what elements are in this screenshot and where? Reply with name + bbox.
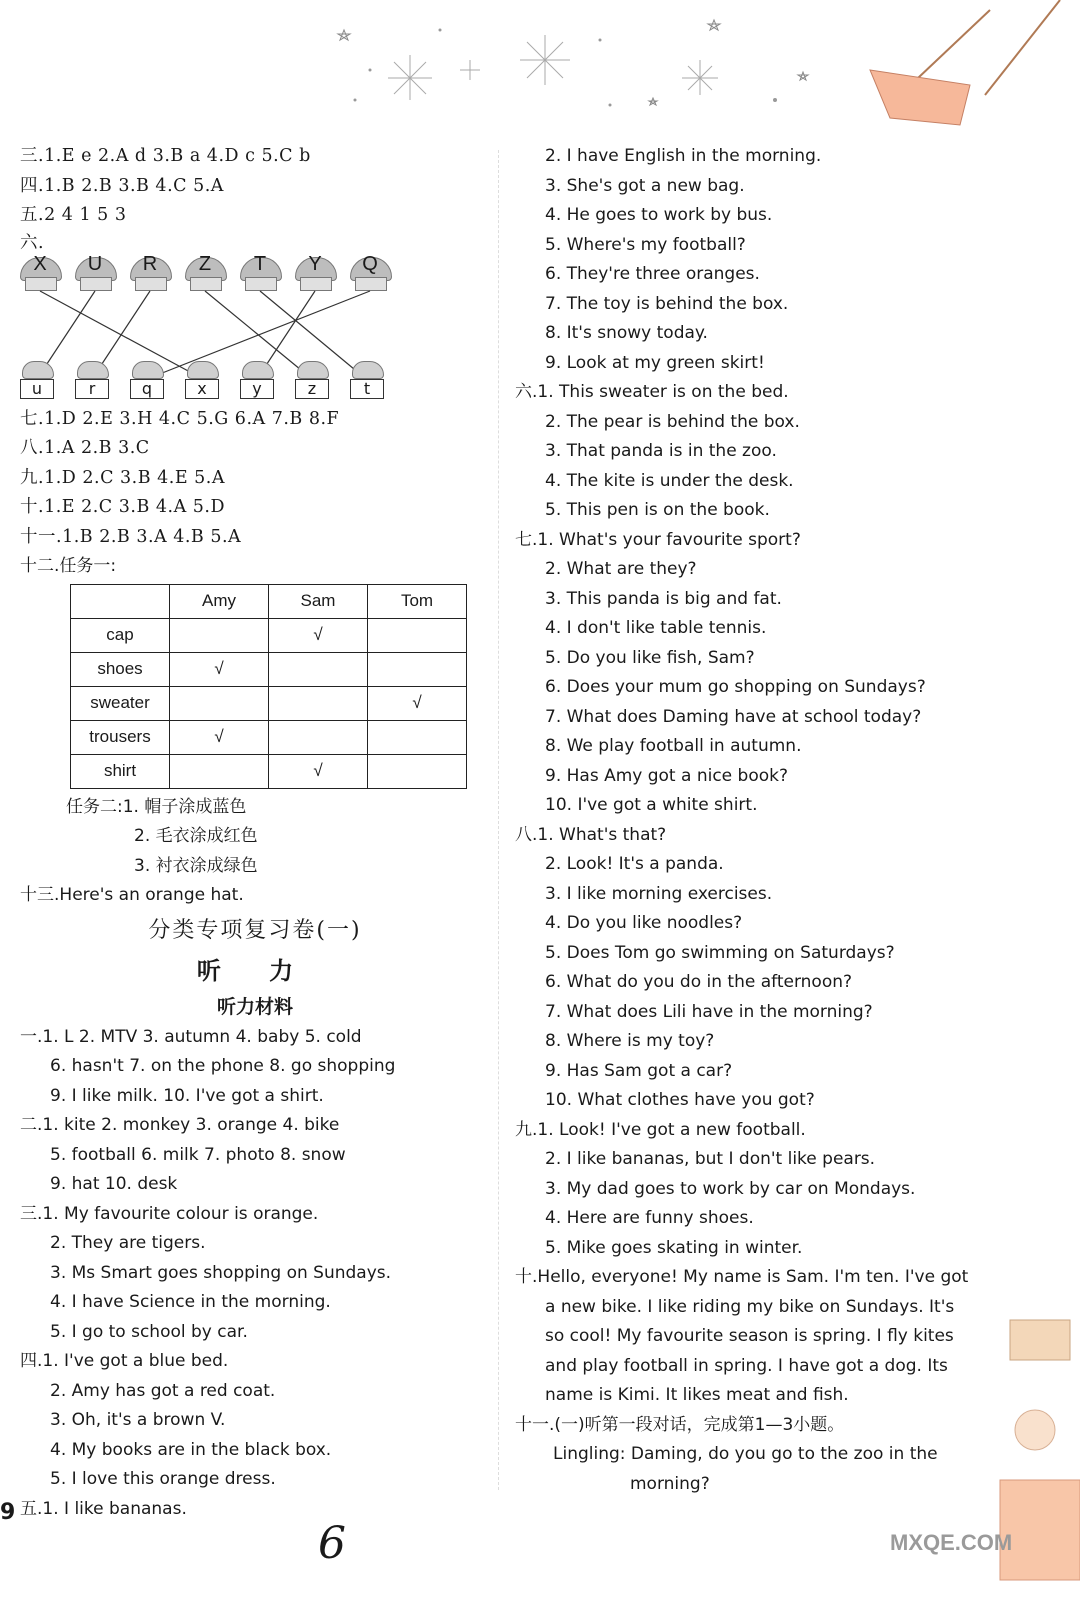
hut: Q — [350, 255, 390, 291]
listening-line: 6. hasn't 7. on the phone 8. go shopping — [50, 1056, 396, 1076]
bird-box: r — [75, 361, 109, 401]
hut: X — [20, 255, 60, 291]
table-header: Amy — [170, 584, 269, 618]
listening-line: 一.1. L 2. MTV 3. autumn 4. baby 5. cold — [20, 1026, 362, 1047]
right-column — [515, 142, 1060, 1499]
listening-line: 4. He goes to work by bus. — [545, 205, 773, 225]
bird-box: q — [130, 361, 164, 401]
listening-line: 4. My books are in the black box. — [50, 1439, 332, 1460]
listening-line: 4. I don't like table tennis. — [545, 618, 767, 638]
listening-line: 二.1. kite 2. monkey 3. orange 4. bike — [20, 1115, 340, 1135]
answer-section-6: 六. — [20, 232, 45, 253]
listening-line: so cool! My favourite season is spring. I fly kites — [545, 1326, 954, 1346]
listening-line: 四.1. I've got a blue bed. — [20, 1351, 229, 1371]
listening-line: 10. I've got a white shirt. — [545, 795, 758, 815]
listening-line: 2. What are they? — [545, 559, 697, 579]
letter-matching-diagram — [20, 252, 490, 405]
table-cell: trousers — [71, 720, 170, 754]
listening-line: 十.Hello, everyone! My name is Sam. I'm ten. I've got — [515, 1267, 969, 1287]
table-header-row — [71, 584, 467, 618]
table-cell — [269, 720, 368, 754]
listening-line: 2. The pear is behind the box. — [545, 411, 800, 432]
listening-line: name is Kimi. It likes meat and fish. — [545, 1385, 849, 1405]
table-cell — [368, 652, 467, 686]
listening-material-title: 听力材料 — [216, 995, 293, 1018]
section-subtitle: 听 力 — [196, 955, 314, 985]
table-row — [71, 686, 467, 720]
table-cell — [170, 618, 269, 652]
listening-line: 5. This pen is on the book. — [545, 500, 770, 520]
listening-line: 8. Where is my toy? — [545, 1031, 715, 1051]
table-header: Sam — [269, 584, 368, 618]
listening-line: and play football in spring. I have got a dog. Its — [545, 1355, 948, 1376]
listening-line: 5. Where's my football? — [545, 234, 746, 255]
listening-line: 五.1. I like bananas. — [20, 1498, 187, 1519]
listening-line: 2. I like bananas, but I don't like pears. — [545, 1149, 876, 1169]
listening-line: 4. The kite is under the desk. — [545, 470, 794, 491]
listening-line: 三.1. My favourite colour is orange. — [20, 1203, 319, 1224]
task2-line: 任务二:1. 帽子涂成蓝色 — [66, 796, 247, 817]
listening-line: 7. What does Daming have at school today? — [545, 706, 922, 727]
bird-box: z — [295, 361, 329, 401]
listening-line: 2. Look! It's a panda. — [545, 854, 724, 874]
bird-box: x — [185, 361, 219, 401]
task2-line: 3. 衬衣涂成绿色 — [134, 855, 258, 876]
left-column — [20, 142, 490, 1524]
listening-line: 9. I like milk. 10. I've got a shirt. — [50, 1085, 324, 1106]
dialog-line: morning? — [630, 1473, 710, 1494]
listening-line: 5. I go to school by car. — [50, 1321, 248, 1342]
listening-line: 6. What do you do in the afternoon? — [545, 972, 853, 992]
answer-section-13: 十三.Here's an orange hat. — [20, 885, 244, 905]
hut: R — [130, 255, 170, 291]
table-cell: √ — [368, 686, 467, 720]
table-cell — [269, 652, 368, 686]
table-cell: shoes — [71, 652, 170, 686]
table-cell: √ — [269, 618, 368, 652]
table-header: Tom — [368, 584, 467, 618]
listening-line: 5. I love this orange dress. — [50, 1469, 276, 1489]
answer-section-7: 七.1.D 2.E 3.H 4.C 5.G 6.A 7.B 8.F — [20, 408, 340, 429]
hut: T — [240, 255, 280, 291]
listening-line: 9. Look at my green skirt! — [545, 352, 765, 373]
listening-line: 6. Does your mum go shopping on Sundays? — [545, 677, 926, 697]
listening-line: 3. This panda is big and fat. — [545, 588, 782, 609]
answer-section-4: 四.1.B 2.B 3.B 4.C 5.A — [20, 175, 224, 196]
listening-line: 3. Oh, it's a brown V. — [50, 1410, 226, 1430]
listening-line: 3. That panda is in the zoo. — [545, 441, 777, 461]
listening-line: 6. They're three oranges. — [545, 264, 760, 284]
listening-line: 9. hat 10. desk — [50, 1174, 178, 1194]
listening-line: 10. What clothes have you got? — [545, 1090, 815, 1110]
watermark: MXQE.COM — [890, 1530, 1013, 1555]
table-cell: √ — [170, 720, 269, 754]
table-header — [71, 584, 170, 618]
table-cell: √ — [269, 754, 368, 788]
table-row — [71, 754, 467, 788]
listening-line: 4. Do you like noodles? — [545, 913, 743, 933]
listening-line: 八.1. What's that? — [515, 824, 667, 845]
table-cell — [368, 618, 467, 652]
listening-line: 8. We play football in autumn. — [545, 736, 802, 756]
listening-line: 六.1. This sweater is on the bed. — [515, 382, 789, 402]
listening-line: 5. Do you like fish, Sam? — [545, 647, 755, 668]
listening-line: 七.1. What's your favourite sport? — [515, 529, 801, 550]
dialog-line: Lingling: Daming, do you go to the zoo in the — [553, 1444, 938, 1464]
listening-line: 3. Ms Smart goes shopping on Sundays. — [50, 1262, 392, 1283]
handwritten-mark: 6 — [318, 1518, 346, 1569]
answer-section-11: 十一.1.B 2.B 3.A 4.B 5.A — [20, 526, 242, 547]
hut: U — [75, 255, 115, 291]
listening-line: 4. Here are funny shoes. — [545, 1208, 754, 1228]
table-row — [71, 720, 467, 754]
bird-box: t — [350, 361, 384, 401]
header-decoration — [0, 0, 1080, 130]
task2-line: 2. 毛衣涂成红色 — [134, 826, 258, 846]
listening-line: 4. I have Science in the morning. — [50, 1292, 331, 1312]
listening-line: 3. My dad goes to work by car on Mondays. — [545, 1178, 916, 1199]
answer-section-9: 九.1.D 2.C 3.B 4.E 5.A — [20, 467, 226, 488]
table-cell: √ — [170, 652, 269, 686]
table-row — [71, 618, 467, 652]
answer-section-12: 十二.任务一: — [20, 556, 117, 576]
table-cell — [170, 754, 269, 788]
table-cell — [368, 720, 467, 754]
listening-line: 3. I like morning exercises. — [545, 883, 773, 904]
section-title: 分类专项复习卷(一) — [148, 917, 362, 943]
bird-box: u — [20, 361, 54, 401]
hut: Z — [185, 255, 225, 291]
column-divider — [498, 150, 500, 1490]
table-row — [71, 652, 467, 686]
table-cell: cap — [71, 618, 170, 652]
listening-line: 7. The toy is behind the box. — [545, 293, 789, 314]
answer-section-10: 十.1.E 2.C 3.B 4.A 5.D — [20, 497, 226, 517]
listening-line: 十一.(一)听第一段对话，完成第1—3小题。 — [515, 1414, 845, 1435]
listening-line: 8. It's snowy today. — [545, 323, 708, 343]
bird-box: y — [240, 361, 274, 401]
listening-line: 3. She's got a new bag. — [545, 175, 745, 196]
answer-section-5: 五.2 4 1 5 3 — [20, 205, 127, 225]
table-cell — [269, 686, 368, 720]
table-cell — [368, 754, 467, 788]
table-cell: shirt — [71, 754, 170, 788]
listening-line: 2. I have English in the morning. — [545, 146, 822, 166]
listening-line: 9. Has Amy got a nice book? — [545, 765, 788, 786]
answer-section-8: 八.1.A 2.B 3.C — [20, 438, 150, 458]
listening-line: 5. football 6. milk 7. photo 8. snow — [50, 1144, 346, 1165]
listening-line: 2. Amy has got a red coat. — [50, 1380, 276, 1401]
answer-section-3: 三.1.E e 2.A d 3.B a 4.D c 5.C b — [20, 146, 311, 166]
listening-line: 5. Does Tom go swimming on Saturdays? — [545, 942, 895, 963]
table-cell: sweater — [71, 686, 170, 720]
page-number: 9 — [0, 1500, 16, 1525]
hut: Y — [295, 255, 335, 291]
answer-table — [70, 584, 467, 789]
listening-line: 2. They are tigers. — [50, 1233, 206, 1253]
listening-line: a new bike. I like riding my bike on Sundays. It's — [545, 1296, 955, 1317]
table-cell — [170, 686, 269, 720]
listening-line: 5. Mike goes skating in winter. — [545, 1237, 803, 1258]
listening-line: 7. What does Lili have in the morning? — [545, 1001, 873, 1022]
listening-line: 9. Has Sam got a car? — [545, 1060, 733, 1081]
listening-line: 九.1. Look! I've got a new football. — [515, 1119, 806, 1140]
